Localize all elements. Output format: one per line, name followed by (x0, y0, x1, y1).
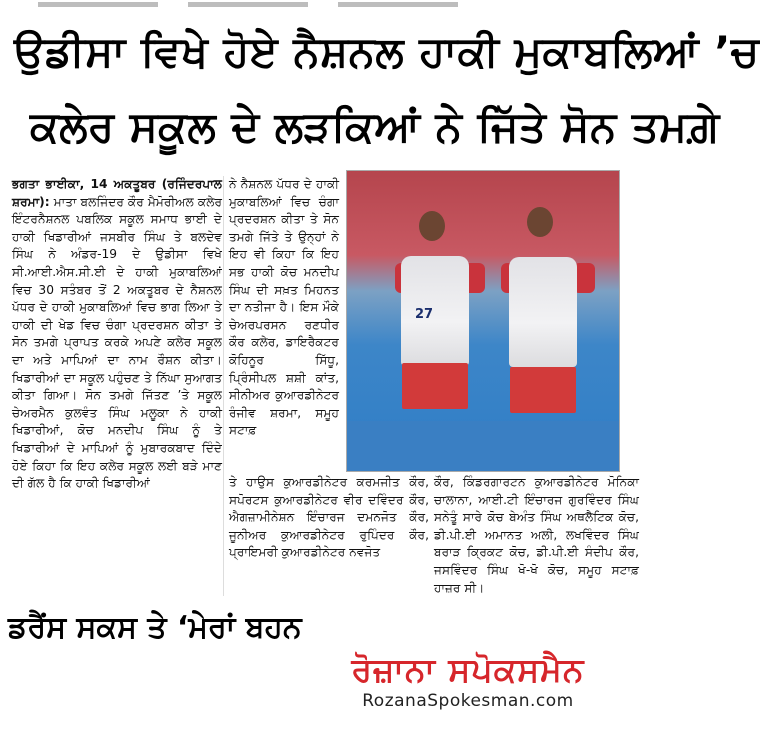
masthead-name: ਰੋਜ਼ਾਨਾ ਸਪੋਕਸਮੈਨ (351, 650, 585, 689)
masthead-site: RozanaSpokesman.com (362, 691, 574, 711)
top-rule (0, 0, 653, 10)
article-column-3 (434, 474, 639, 620)
headline-line-2: ਕਲੇਰ ਸਕੂਲ ਦੇ ਲੜਕਿਆਂ ਨੇ ਜਿੱਤੇ ਸੋਨ ਤਮਗ਼ੇ (30, 102, 720, 151)
article-text-col1: ਮਾਤਾ ਬਲਜਿੰਦਰ ਕੌਰ ਮੈਮੋਰੀਅਲ ਕਲੇਰ ਇੰਟਰਨੈਸ਼ਨਲ ਪਬਲਿਕ ਸਕੂਲ ਸਮਾਧ ਭਾਈ ਦੇ ਹਾਕੀ ਖਿਡਾਰੀਆਂ ਜਸਬੀਰ ਸਿੰਘ ਤੇ ਬਲਦੇਵ ਸਿੰਘ ਨੇ ਅੰਡਰ-19 ਦੇ ਉਡੀਸਾ ਵਿਖੇ ਸੀ.ਆਈ.ਐਸ.ਸੀ.ਈ ਦੇ ਹਾਕੀ ਮੁਕਾਬਲਿਆਂ ਵਿਚ 30 ਸਤੰਬਰ ਤੋਂ 2 ਅਕਤੂਬਰ ਦੇ ਨੈਸ਼ਨਲ ਪੱਧਰ ਦੇ ਹਾਕੀ ਮੁਕਾਬਲਿਆਂ ਵਿਚ ਭਾਗ ਲਿਆ ਤੇ ਹਾਕੀ ਦੀ ਖੇਡ ਵਿਚ ਚੰਗਾ ਪ੍ਰਦਰਸ਼ਨ ਕੀਤਾ ਤੇ ਸੋਨ ਤਮਗੇ ਪ੍ਰਾਪਤ ਕਰਕੇ ਅਪਣੇ ਕਲੇਰ ਸਕੂਲ ਦਾ ਅਤੇ ਮਾਪਿਆਂ ਦਾ ਨਾਮ ਰੌਸ਼ਨ ਕੀਤਾ। ਖਿਡਾਰੀਆਂ ਦਾ ਸਕੂਲ ਪਹੁੰਚਣ ਤੇ ਨਿੱਘਾ ਸੁਆਗਤ ਕੀਤਾ ਗਿਆ। ਸੋਨ ਤਮਗੇ ਜਿੱਤਣ ’ਤੇ ਸਕੂਲ ਚੇਅਰਮੈਨ ਕੁਲਵੰਤ ਸਿੰਘ ਮਲੂਕਾ ਨੇ ਹਾਕੀ ਖਿਡਾਰੀਆਂ, ਕੋਚ ਮਨਦੀਪ ਸਿੰਘ ਨੂੰ ਤੇ ਖਿਡਾਰੀਆਂ ਦੇ ਮਾਪਿਆਂ ਨੂੰ ਮੁਬਾਰਕਬਾਦ ਦਿੰਦੇ ਹੋਏ ਕਿਹਾ ਕਿ ਇਹ ਕਲੇਰ ਸਕੂਲ ਲਈ ਬੜੇ ਮਾਣ ਦੀ ਗੱਲ ਹੈ ਕਿ ਹਾਕੀ ਖਿਡਾਰੀਆਂ (12, 194, 222, 491)
jersey-number: 27 (415, 307, 434, 322)
article-column-2 (229, 176, 339, 476)
article-text-col2b: ਤੇ ਹਾਉਸ ਕੁਆਰਡੀਨੇਟਰ ਕਰਮਜੀਤ ਕੌਰ, ਸਪੋਰਟਸ ਕੁਆਰਡੀਨੇਟਰ ਵੀਰ ਦਵਿੰਦਰ ਕੌਰ, ਐਗਜ਼ਾਮੀਨੇਸ਼ਨ ਇੰਚਾਰਜ ਦਮਨਜੋਤ ਕੌਰ, ਜੂਨੀਅਰ ਕੁਆਰਡੀਨੇਟਰ ਰੁਪਿੰਦਰ ਕੌਰ, ਪ੍ਰਾਇਮਰੀ ਕੁਆਰਡੀਨੇਟਰ ਨਵਜੋਤ (229, 475, 429, 560)
headline-line-1: ਉਡੀਸਾ ਵਿਖੇ ਹੋਏ ਨੈਸ਼ਨਲ ਹਾਕੀ ਮੁਕਾਬਲਿਆਂ ’ਚ (14, 27, 760, 76)
article-column-2-lower (229, 474, 429, 604)
article-text-col2: ਨੇ ਨੈਸ਼ਨਲ ਪੱਧਰ ਦੇ ਹਾਕੀ ਮੁਕਾਬਲਿਆਂ ਵਿਚ ਚੰਗਾ ਪ੍ਰਦਰਸ਼ਨ ਕੀਤਾ ਤੇ ਸੋਨ ਤਮਗੇ ਜਿੱਤੇ ਤੇ ਉਨ੍ਹਾਂ ਨੇ ਇਹ ਵੀ ਕਿਹਾ ਕਿ ਇਹ ਸਭ ਹਾਕੀ ਕੋਚ ਮਨਦੀਪ ਸਿੰਘ ਦੀ ਸਖ਼ਤ ਮਿਹਨਤ ਦਾ ਨਤੀਜਾ ਹੈ। ਇਸ ਮੌਕੇ ਚੇਅਰਪਰਸਨ ਰਣਧੀਰ ਕੌਰ ਕਲੇਰ, ਡਾਇਰੈਕਟਰ ਕੋਹਿਨੂਰ ਸਿੱਧੂ, ਪ੍ਰਿੰਸੀਪਲ ਸ਼ਸ਼ੀ ਕਾਂਤ, ਸੀਨੀਅਰ ਕੁਆਰਡੀਨੇਟਰ ਰੰਜੀਵ ਸ਼ਰਮਾ, ਸਮੂਹ ਸਟਾਫ਼ (229, 177, 339, 438)
newspaper-logo (288, 650, 648, 712)
column-divider (223, 176, 224, 596)
article-text-col3: ਕੌਰ, ਕਿੰਡਰਗਾਰਟਨ ਕੁਆਰਡੀਨੇਟਰ ਮੋਨਿਕਾ ਚਾਲਾਨਾ, ਆਈ.ਟੀ ਇੰਚਾਰਜ ਗੁਰਵਿੰਦਰ ਸਿੰਘ ਸਨੇਤੂੰ ਸਾਰੇ ਕੋਚ ਬੇਅੰਤ ਸਿੰਘ ਅਥਲੈਟਿਕ ਕੋਚ, ਡੀ.ਪੀ.ਈ ਅਮਾਨਤ ਅਲੀ, ਲਖਵਿੰਦਰ ਸਿੰਘ ਬਰਾੜ ਕ੍ਰਿਕਟ ਕੋਚ, ਡੀ.ਪੀ.ਈ ਸੰਦੀਪ ਕੌਰ, ਜਸਵਿੰਦਰ ਸਿੰਘ ਖੋ-ਖੋ ਕੋਚ, ਸਮੂਹ ਸਟਾਫ਼ ਹਾਜ਼ਰ ਸੀ। (434, 475, 639, 595)
next-article-headline: ਡਰੈਂਸ ਸਕਸ ਤੇ ‘ਮੇਰਾਂ ਬਹਨ (8, 610, 302, 645)
stadium-track (347, 421, 619, 471)
byline: ਭਗਤਾ ਭਾਈਕਾ, 14 ਅਕਤੂਬਰ (ਰਜਿੰਦਰਪਾਲ ਸ਼ਰਮਾ): (12, 177, 222, 209)
players-photo (346, 170, 620, 472)
article-column-1 (12, 176, 222, 602)
